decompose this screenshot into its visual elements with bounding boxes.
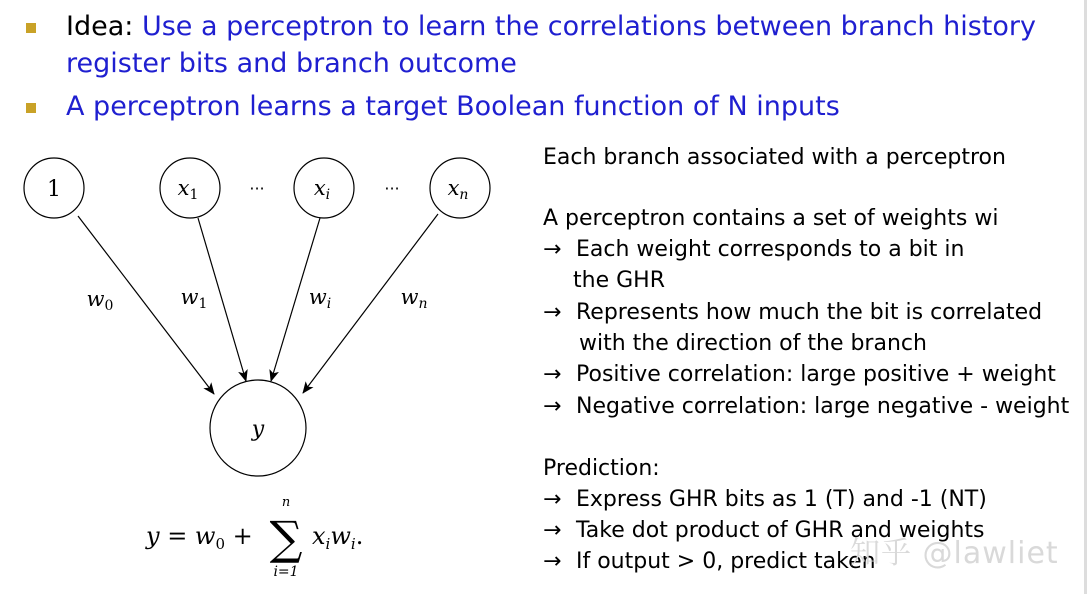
bullet-marker	[26, 103, 36, 113]
right-line-6: → Negative correlation: large negative - weight	[543, 394, 1070, 419]
arrow-icon: →	[543, 549, 562, 574]
arrow-icon: →	[543, 300, 562, 325]
input-label-bias: 1	[47, 177, 61, 202]
weight-label-w0: w0	[86, 287, 114, 314]
right-line-2: A perceptron contains a set of weights wi	[543, 206, 999, 231]
summation-sigma: ∑	[269, 511, 303, 565]
summation-top: n	[281, 495, 291, 510]
bullet-perceptron	[66, 88, 1066, 125]
prediction-line-1: → Express GHR bits as 1 (T) and -1 (NT)	[543, 487, 987, 512]
arrow-icon: →	[543, 394, 562, 419]
bullet-text: Use a perceptron to learn the correlations between branch history register bits and branch outcome	[66, 11, 1036, 79]
bullet-idea	[66, 8, 1066, 82]
bullet-marker	[26, 23, 36, 33]
prediction-line-2: → Take dot product of GHR and weights	[543, 518, 985, 543]
right-line-1: Each branch associated with a perceptron	[543, 145, 1006, 170]
arrow-icon: →	[543, 487, 562, 512]
formula-lhs: $y = w_0$ +	[146, 522, 253, 553]
perceptron-diagram	[0, 130, 520, 594]
arrow-icon: →	[543, 237, 562, 262]
weight-label-w1: w1	[180, 285, 208, 312]
input-label-x1: x1	[177, 176, 199, 203]
prediction-line-3: → If output > 0, predict taken	[543, 549, 876, 574]
right-line-4b: with the direction of the branch	[579, 331, 927, 356]
input-label-xn: xn	[447, 176, 469, 203]
right-line-3: → Each weight corresponds to a bit in	[543, 237, 965, 262]
bullet-lead: Idea:	[66, 11, 142, 42]
weight-label-wn: wn	[400, 285, 428, 312]
right-line-3b: the GHR	[573, 268, 665, 293]
right-line-5: → Positive correlation: large positive + weight	[543, 362, 1056, 387]
bullet-text: A perceptron learns a target Boolean function of N inputs	[66, 91, 840, 122]
prediction-heading: Prediction:	[543, 456, 660, 481]
perceptron-formula	[145, 495, 363, 580]
input-label-xi: xi	[313, 176, 331, 203]
weight-label-wi: wi	[308, 285, 332, 312]
summation-bottom: i=1	[273, 564, 299, 580]
ellipsis-2: ···	[384, 179, 400, 198]
ellipsis-1: ···	[249, 179, 265, 198]
right-line-4: → Represents how much the bit is correlated	[543, 300, 1043, 325]
formula-term: $x_iw_i$.	[312, 522, 364, 553]
arrow-icon: →	[543, 518, 562, 543]
arrow-icon: →	[543, 362, 562, 387]
watermark: 知乎 @lawliet	[850, 536, 1059, 571]
output-label: y	[251, 417, 265, 442]
